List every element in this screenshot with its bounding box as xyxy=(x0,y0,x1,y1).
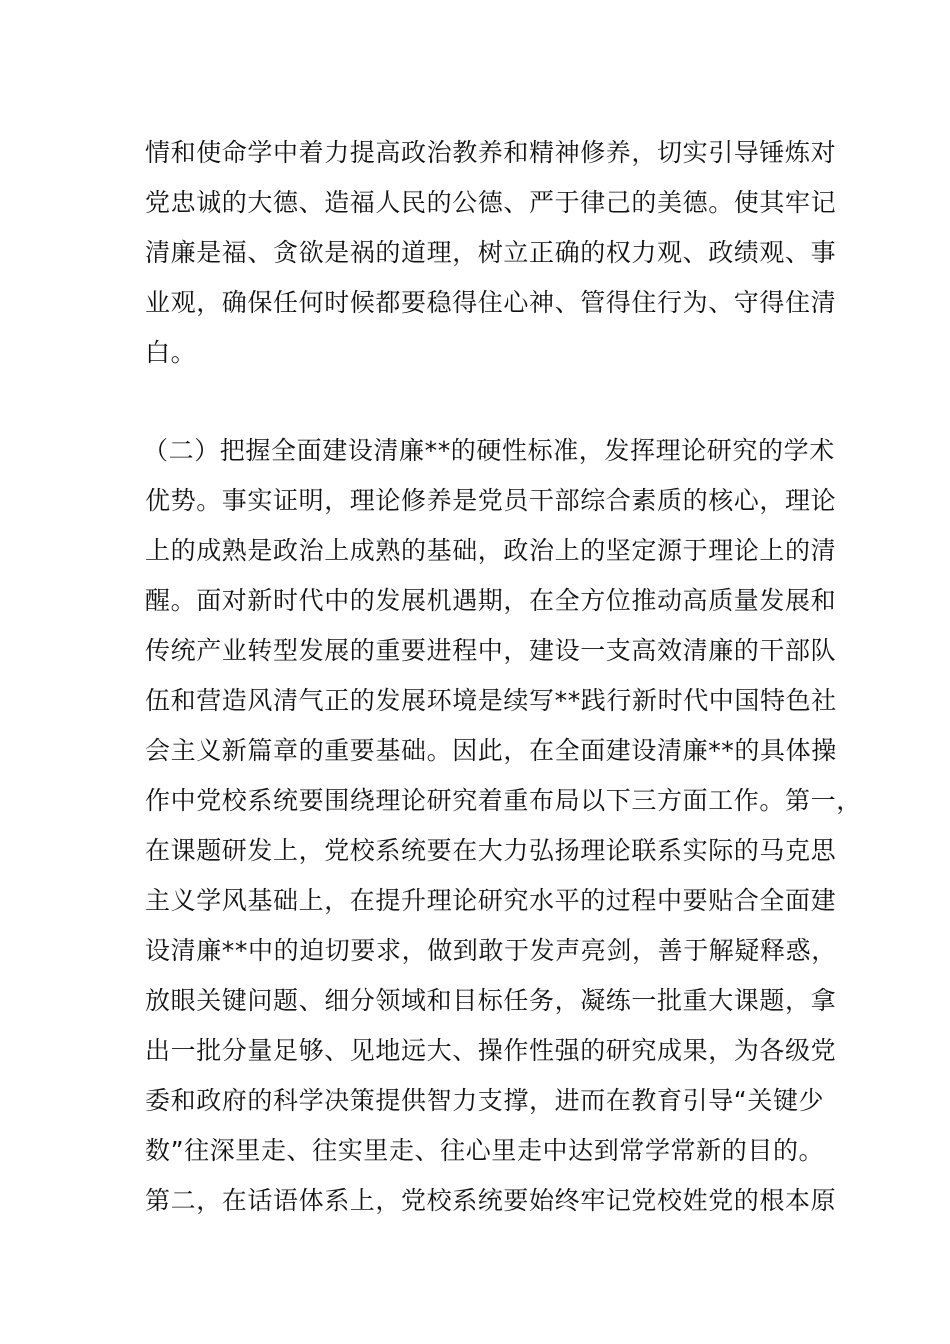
text-line: 业观，确保任何时候都要稳得住心神、管得住行为、守得住清 xyxy=(145,288,837,317)
text-line: 白。 xyxy=(145,338,197,367)
text-line: 出一批分量足够、见地远大、操作性强的研究成果，为各级党 xyxy=(145,1036,837,1065)
section-heading-line: （二）把握全面建设清廉**的硬性标准，发挥理论研究的学术 xyxy=(143,436,835,465)
text-line: 作中党校系统要围绕理论研究着重布局以下三方面工作。第一， xyxy=(145,786,862,815)
text-line: 设清廉**中的迫切要求，做到敢于发声亮剑，善于解疑释惑， xyxy=(145,936,837,965)
text-line: 放眼关键问题、细分领域和目标任务，凝练一批重大课题，拿 xyxy=(145,986,837,1015)
text-line: 清廉是福、贪欲是祸的道理，树立正确的权力观、政绩观、事 xyxy=(145,238,837,267)
text-line: 在课题研发上，党校系统要在大力弘扬理论联系实际的马克思 xyxy=(145,836,837,865)
text-line: 主义学风基础上，在提升理论研究水平的过程中要贴合全面建 xyxy=(145,886,837,915)
text-line: 党忠诚的大德、造福人民的公德、严于律己的美德。使其牢记 xyxy=(145,188,837,217)
text-line: 伍和营造风清气正的发展环境是续写**践行新时代中国特色社 xyxy=(145,686,837,715)
text-line: 情和使命学中着力提高政治教养和精神修养，切实引导锤炼对 xyxy=(145,138,837,167)
text-line: 醒。面对新时代中的发展机遇期，在全方位推动高质量发展和 xyxy=(145,586,837,615)
text-line: 数”往深里走、往实里走、往心里走中达到常学常新的目的。 xyxy=(145,1136,825,1165)
text-line: 上的成熟是政治上成熟的基础，政治上的坚定源于理论上的清 xyxy=(145,536,837,565)
text-line: 委和政府的科学决策提供智力支撑，进而在教育引导“关键少 xyxy=(145,1086,825,1115)
text-line: 会主义新篇章的重要基础。因此，在全面建设清廉**的具体操 xyxy=(145,736,837,765)
text-line: 第二，在话语体系上，党校系统要始终牢记党校姓党的根本原 xyxy=(145,1186,837,1215)
text-line: 传统产业转型发展的重要进程中，建设一支高效清廉的干部队 xyxy=(145,636,837,665)
text-line: 优势。事实证明，理论修养是党员干部综合素质的核心，理论 xyxy=(145,486,837,515)
